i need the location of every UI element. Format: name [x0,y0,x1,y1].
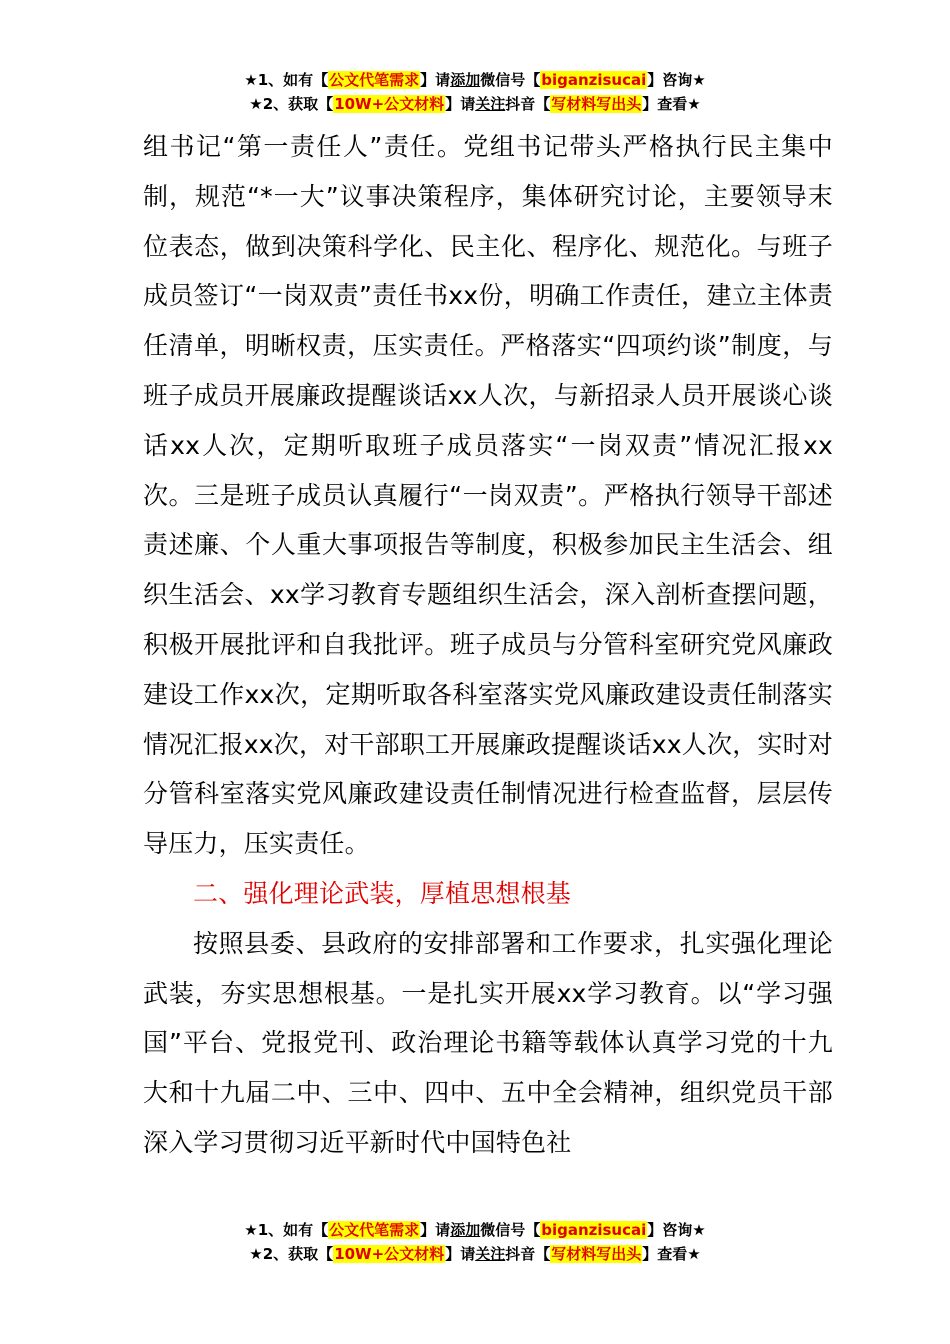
banner-text: 】咨询★ [647,1221,706,1239]
banner-text: ★2、获取【 [249,1245,334,1263]
banner-text: ★1、如有【 [244,1221,329,1239]
banner-line-2 [0,1242,950,1266]
paragraph-2: 按照县委、县政府的安排部署和工作要求，扎实强化理论武装，夯实思想根基。一是扎实开展xx学习教育。以“学习强国”平台、党报党刊、政治理论书籍等载体认真学习党的十九大和十九届二中、三中、四中、五中全会精神，组织党员干部深入学习贯彻习近平新时代中国特色社 [143,928,833,1157]
banner-text: 】查看★ [642,1245,701,1263]
header-banner [0,68,950,116]
banner-underlined-text: 添加 [450,71,481,89]
highlight-douyin-account: 写材料写出头 [551,1245,642,1263]
banner-underlined-text: 关注 [475,95,506,113]
footer-banner [0,1218,950,1266]
banner-line-2 [0,92,950,116]
banner-text: 】请 [420,1221,451,1239]
banner-text: 】请 [420,71,451,89]
banner-text: 微信号【 [480,71,541,89]
banner-text: ★2、获取【 [249,95,334,113]
highlight-wechat-id: biganzisucai [541,1221,647,1239]
banner-text: 】咨询★ [647,71,706,89]
section-heading: 二、强化理论武装，厚植思想根基 [193,878,572,908]
banner-underlined-text: 添加 [450,1221,481,1239]
highlight-materials: 10W+公文材料 [334,1245,445,1263]
banner-text: 】请 [445,95,476,113]
banner-text: 】查看★ [642,95,701,113]
highlight-wechat-id: biganzisucai [541,71,647,89]
banner-text: 微信号【 [480,1221,541,1239]
document-body [143,122,833,1168]
banner-text: 抖音【 [505,1245,551,1263]
banner-text: 】请 [445,1245,476,1263]
banner-text: 抖音【 [505,95,551,113]
highlight-writing-service: 公文代笔需求 [329,1221,420,1239]
highlight-douyin-account: 写材料写出头 [551,95,642,113]
banner-underlined-text: 关注 [475,1245,506,1263]
paragraph-1: 组书记“第一责任人”责任。党组书记带头严格执行民主集中制，规范“*一大”议事决策程序，集体研究讨论，主要领导末位表态，做到决策科学化、民主化、程序化、规范化。与班子成员签订“一岗双责”责任书xx份，明确工作责任，建立主体责任清单，明晰权责，压实责任。严格落实“四项约谈”制度，与班子成员开展廉政提醒谈话xx人次，与新招录人员开展谈心谈话xx人次，定期听取班子成员落实“一岗双责”情况汇报xx次。三是班子成员认真履行“一岗双责”。严格执行领导干部述责述廉、个人重大事项报告等制度，积极参加民主生活会、组织生活会、xx学习教育专题组织生活会，深入剖析查摆问题，积极开展批评和自我批评。班子成员与分管科室研究党风廉政建设工作xx次，定期听取各科室落实党风廉政建设责任制落实情况汇报xx次，对干部职工开展廉政提醒谈话xx人次，实时对分管科室落实党风廉政建设责任制情况进行检查监督，层层传导压力，压实责任。 [143,132,833,859]
banner-line-1 [0,68,950,92]
banner-text: ★1、如有【 [244,71,329,89]
highlight-materials: 10W+公文材料 [334,95,445,113]
highlight-writing-service: 公文代笔需求 [329,71,420,89]
banner-line-1 [0,1218,950,1242]
